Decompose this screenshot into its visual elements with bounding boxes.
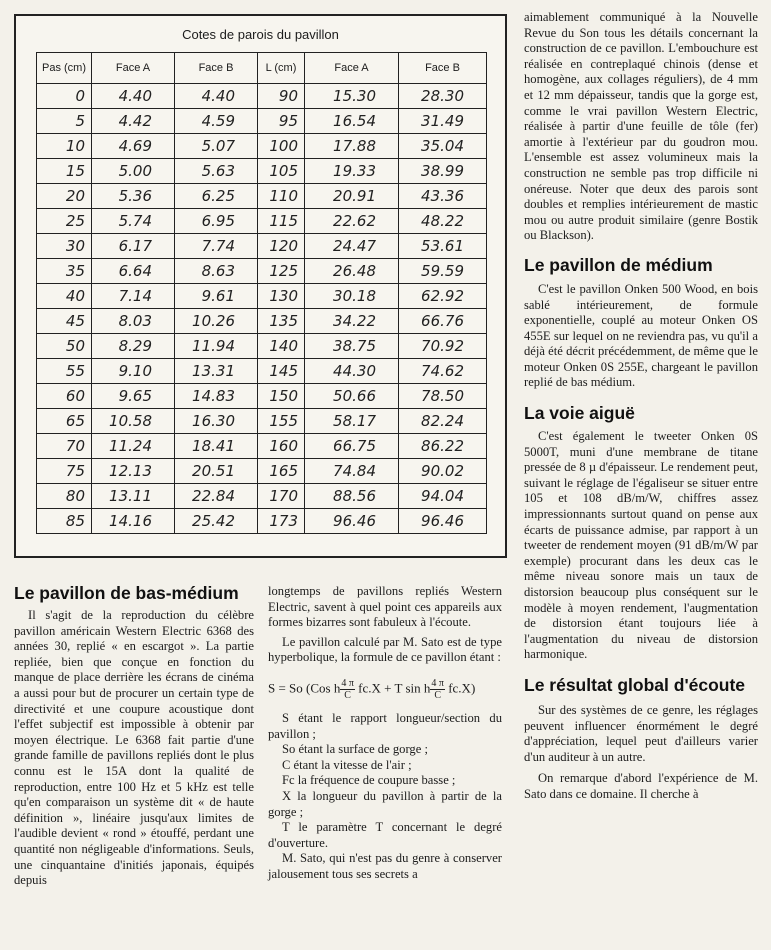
table-row <box>37 84 487 109</box>
right-top-paragraph: aimablement communiqué à la Nouvelle Revue du Son tous les détails concernant la construction de ce pavillon. L'embouchure est réalisée en contreplaqué chinois (dense et homogène, aux collages réguliers), de 4 mm et 12 mm dépaisseur, tandis que la gorge est, comme le vrai pavillon Western Electric, réalisée à partir d'une feuille de tôle (fer) amortie à l'extérieur par du goudron mou. L'ensemble est assez volumineux mais la construction ne semble pas trop difficile ni onéreuse. Noter que deux des parois sont doubles et remplies intérieurement de mastic mou ou autre produit similaire (genre Bostik ou Blackson). <box>524 10 758 243</box>
table-cell: 115 <box>258 209 305 234</box>
heading-medium: Le pavillon de médium <box>524 254 713 275</box>
table-row <box>37 409 487 434</box>
table-cell: 80 <box>37 484 92 509</box>
table-cell: 5.63 <box>175 159 258 184</box>
table-cell: 90 <box>258 84 305 109</box>
header-l: L (cm) <box>258 53 305 84</box>
table-cell: 66.75 <box>305 434 399 459</box>
table-cell: 10.26 <box>175 309 258 334</box>
table-cell: 59.59 <box>399 259 487 284</box>
table-cell: 13.11 <box>92 484 175 509</box>
table-cell: 17.88 <box>305 134 399 159</box>
table-cell: 53.61 <box>399 234 487 259</box>
table-cell: 40 <box>37 284 92 309</box>
table-cell: 94.04 <box>399 484 487 509</box>
table-row <box>37 134 487 159</box>
table-cell: 19.33 <box>305 159 399 184</box>
table-cell: 82.24 <box>399 409 487 434</box>
middle-paragraph-7: X la longueur du pavillon à partir de la gorge ; <box>268 788 502 819</box>
table-cell: 6.25 <box>175 184 258 209</box>
table-cell: 95 <box>258 109 305 134</box>
table-cell: 8.03 <box>92 309 175 334</box>
table-cell: 9.65 <box>92 384 175 409</box>
table-cell: 10.58 <box>92 409 175 434</box>
table-row <box>37 509 487 534</box>
table-cell: 16.30 <box>175 409 258 434</box>
table-cell: 58.17 <box>305 409 399 434</box>
table-cell: 86.22 <box>399 434 487 459</box>
table-cell: 0 <box>37 84 92 109</box>
middle-paragraph-4: So étant la surface de gorge ; <box>282 742 428 757</box>
table-cell: 44.30 <box>305 359 399 384</box>
table-title: Cotes de parois du pavillon <box>182 27 339 42</box>
table-cell: 9.61 <box>175 284 258 309</box>
table-cell: 170 <box>258 484 305 509</box>
horn-formula <box>268 678 502 701</box>
table-cell: 11.94 <box>175 334 258 359</box>
table-cell: 6.95 <box>175 209 258 234</box>
bas-medium-paragraph: Il s'agit de la reproduction du célèbre pavillon américain Western Electric 6368 des années 30, replié « en escargot ». La partie repliée, bien que conçue en fonction du manque de place derrière les écrans de cinéma a aussi pour but de procurer un certain type de directivité et une coupure acoustique dont l'effet subjectif est impossible à obtenir par moyen électrique. Le 6368 fait partie d'une grande famille de pavillons repliés dont le plus connu est le 15A dont la qualité de reproduction, entre 100 Hz et 5 kHz est telle qu'en comparaison un système dit « de haute définition », linéaire jusqu'aux limites de l'audible devient « rond » étouffé, perdant une quantité non négligeable d'informations. Seuls, une cinquantaine d'initiés japonais, équipés depuis <box>14 608 254 888</box>
table-cell: 88.56 <box>305 484 399 509</box>
table-cell: 5.00 <box>92 159 175 184</box>
table-cell: 12.13 <box>92 459 175 484</box>
table-cell: 45 <box>37 309 92 334</box>
middle-paragraph-3: S étant le rapport longueur/section du pavillon ; <box>268 710 502 741</box>
table-cell: 13.31 <box>175 359 258 384</box>
table-cell: 48.22 <box>399 209 487 234</box>
table-cell: 5.07 <box>175 134 258 159</box>
table-cell: 70 <box>37 434 92 459</box>
formula-part-c: fc.X) <box>444 680 476 696</box>
table-cell: 18.41 <box>175 434 258 459</box>
table-cell: 50 <box>37 334 92 359</box>
table-cell: 155 <box>258 409 305 434</box>
table-row <box>37 284 487 309</box>
table-cell: 38.99 <box>399 159 487 184</box>
table-cell: 74.62 <box>399 359 487 384</box>
header-face-b: Face B <box>175 53 258 84</box>
table-cell: 173 <box>258 509 305 534</box>
table-cell: 85 <box>37 509 92 534</box>
table-cell: 28.30 <box>399 84 487 109</box>
table-cell: 16.54 <box>305 109 399 134</box>
right-column <box>524 10 758 803</box>
table-row <box>37 109 487 134</box>
table-row <box>37 184 487 209</box>
table-cell: 135 <box>258 309 305 334</box>
heading-aigue: La voie aiguë <box>524 403 635 424</box>
table-cell: 165 <box>258 459 305 484</box>
table-cell: 55 <box>37 359 92 384</box>
middle-paragraph-5: C étant la vitesse de l'air ; <box>282 757 412 772</box>
table-cell: 15.30 <box>305 84 399 109</box>
table-cell: 38.75 <box>305 334 399 359</box>
dimensions-table <box>36 52 487 534</box>
table-cell: 35.04 <box>399 134 487 159</box>
table-cell: 20 <box>37 184 92 209</box>
middle-paragraph-9: M. Sato, qui n'est pas du genre à conserver jalousement tous ses secrets a <box>268 851 502 881</box>
table-row <box>37 484 487 509</box>
table-cell: 8.29 <box>92 334 175 359</box>
table-row <box>37 359 487 384</box>
table-cell: 100 <box>258 134 305 159</box>
table-cell: 60 <box>37 384 92 409</box>
table-cell: 4.69 <box>92 134 175 159</box>
table-cell: 15 <box>37 159 92 184</box>
table-row <box>37 334 487 359</box>
table-cell: 96.46 <box>399 509 487 534</box>
table-cell: 50.66 <box>305 384 399 409</box>
table-cell: 150 <box>258 384 305 409</box>
formula-fraction-1 <box>340 678 355 701</box>
left-column <box>14 584 254 889</box>
table-cell: 30.18 <box>305 284 399 309</box>
heading-bas-medium: Le pavillon de bas-médium <box>14 583 239 603</box>
header-face-b-2: Face B <box>399 53 487 84</box>
fraction-denominator: C <box>344 689 351 701</box>
table-cell: 6.17 <box>92 234 175 259</box>
medium-paragraph: C'est le pavillon Onken 500 Wood, en bois sablé intérieurement, de formule exponentielle, couplé au moteur Onken OS 455E sur lequel on ne reviendra pas, vu qu'il a déjà été décrit précédemment, de même que le moteur Onken 0S 255E, chargeant le pavillon replié de bas médium. <box>524 281 758 390</box>
table-cell: 130 <box>258 284 305 309</box>
table-cell: 4.40 <box>92 84 175 109</box>
table-cell: 43.36 <box>399 184 487 209</box>
table-cell: 26.48 <box>305 259 399 284</box>
table-cell: 5.74 <box>92 209 175 234</box>
table-cell: 34.22 <box>305 309 399 334</box>
table-cell: 4.59 <box>175 109 258 134</box>
header-pas: Pas (cm) <box>37 53 92 84</box>
table-cell: 20.51 <box>175 459 258 484</box>
table-cell: 70.92 <box>399 334 487 359</box>
table-row <box>37 309 487 334</box>
table-cell: 90.02 <box>399 459 487 484</box>
fraction-denominator: C <box>434 689 441 701</box>
table-cell: 14.16 <box>92 509 175 534</box>
aigue-paragraph: C'est également le tweeter Onken 0S 5000T, muni d'une membrane de titane pressée de 8 µ d'épaisseur. Le rendement peut, suivant le réglage de l'égaliseur se situer entre 105 et 108 dB/m/W, chiffres assez impressionnants surtout quand on pense aux écarts de puissance admise, par rapport à un tweeter de rendement moyen (91 dB/m/W par exemple) procurant dans les deux cas le même niveau sonore mais un taux de distorsion beaucoup plus conséquent sur le modèle à moyen rendement, l'augmentation de distorsion étant toujours liée à l'augmentation du niveau de distorsion harmonique. <box>524 429 758 662</box>
table-row <box>37 459 487 484</box>
table-row <box>37 259 487 284</box>
table-cell: 6.64 <box>92 259 175 284</box>
table-cell: 105 <box>258 159 305 184</box>
middle-paragraph-1: longtemps de pavillons repliés Western Electric, savent à quel point ces appareils aux formes bizarres sont fabuleux à l'écoute. <box>268 584 502 630</box>
table-cell: 160 <box>258 434 305 459</box>
table-body <box>37 84 487 534</box>
table-row <box>37 159 487 184</box>
table-cell: 7.74 <box>175 234 258 259</box>
table-cell: 10 <box>37 134 92 159</box>
global-paragraph-1: Sur des systèmes de ce genre, les réglages peuvent influencer énormément le degré d'appréciation, lequel peut d'ailleurs varier d'un auditeur à un autre. <box>524 702 758 764</box>
table-cell: 5 <box>37 109 92 134</box>
table-cell: 8.63 <box>175 259 258 284</box>
table-cell: 145 <box>258 359 305 384</box>
table-cell: 62.92 <box>399 284 487 309</box>
middle-paragraph-6: Fc la fréquence de coupure basse ; <box>282 773 456 788</box>
table-cell: 25.42 <box>175 509 258 534</box>
table-cell: 74.84 <box>305 459 399 484</box>
table-cell: 20.91 <box>305 184 399 209</box>
table-cell: 35 <box>37 259 92 284</box>
formula-part-a: S = So (Cos h <box>268 680 341 696</box>
table-cell: 66.76 <box>399 309 487 334</box>
table-cell: 22.84 <box>175 484 258 509</box>
table-cell: 25 <box>37 209 92 234</box>
formula-part-b: fc.X + T sin h <box>354 680 431 696</box>
header-face-a: Face A <box>92 53 175 84</box>
table-cell: 7.14 <box>92 284 175 309</box>
table-cell: 4.42 <box>92 109 175 134</box>
table-cell: 22.62 <box>305 209 399 234</box>
table-cell: 24.47 <box>305 234 399 259</box>
middle-column <box>268 584 502 883</box>
middle-paragraph-8: T le paramètre T concernant le degré d'ouverture. <box>268 820 502 850</box>
table-cell: 11.24 <box>92 434 175 459</box>
table-cell: 31.49 <box>399 109 487 134</box>
table-row <box>37 234 487 259</box>
table-cell: 9.10 <box>92 359 175 384</box>
table-cell: 140 <box>258 334 305 359</box>
table-row <box>37 384 487 409</box>
global-paragraph-2: On remarque d'abord l'expérience de M. Sato dans ce domaine. Il cherche à <box>524 771 758 801</box>
table-cell: 110 <box>258 184 305 209</box>
middle-paragraph-2: Le pavillon calculé par M. Sato est de type hyperbolique, la formule de ce pavillon étant : <box>268 634 502 665</box>
table-cell: 5.36 <box>92 184 175 209</box>
fraction-numerator: 4 π <box>431 677 444 689</box>
table-row <box>37 434 487 459</box>
table-cell: 30 <box>37 234 92 259</box>
table-cell: 120 <box>258 234 305 259</box>
table-cell: 75 <box>37 459 92 484</box>
table-cell: 65 <box>37 409 92 434</box>
table-row <box>37 209 487 234</box>
table-cell: 4.40 <box>175 84 258 109</box>
table-cell: 96.46 <box>305 509 399 534</box>
table-cell: 125 <box>258 259 305 284</box>
table-cell: 14.83 <box>175 384 258 409</box>
fraction-numerator: 4 π <box>341 677 354 689</box>
header-face-a-2: Face A <box>305 53 399 84</box>
heading-global: Le résultat global d'écoute <box>524 674 746 695</box>
formula-fraction-2 <box>430 678 445 701</box>
table-cell: 78.50 <box>399 384 487 409</box>
